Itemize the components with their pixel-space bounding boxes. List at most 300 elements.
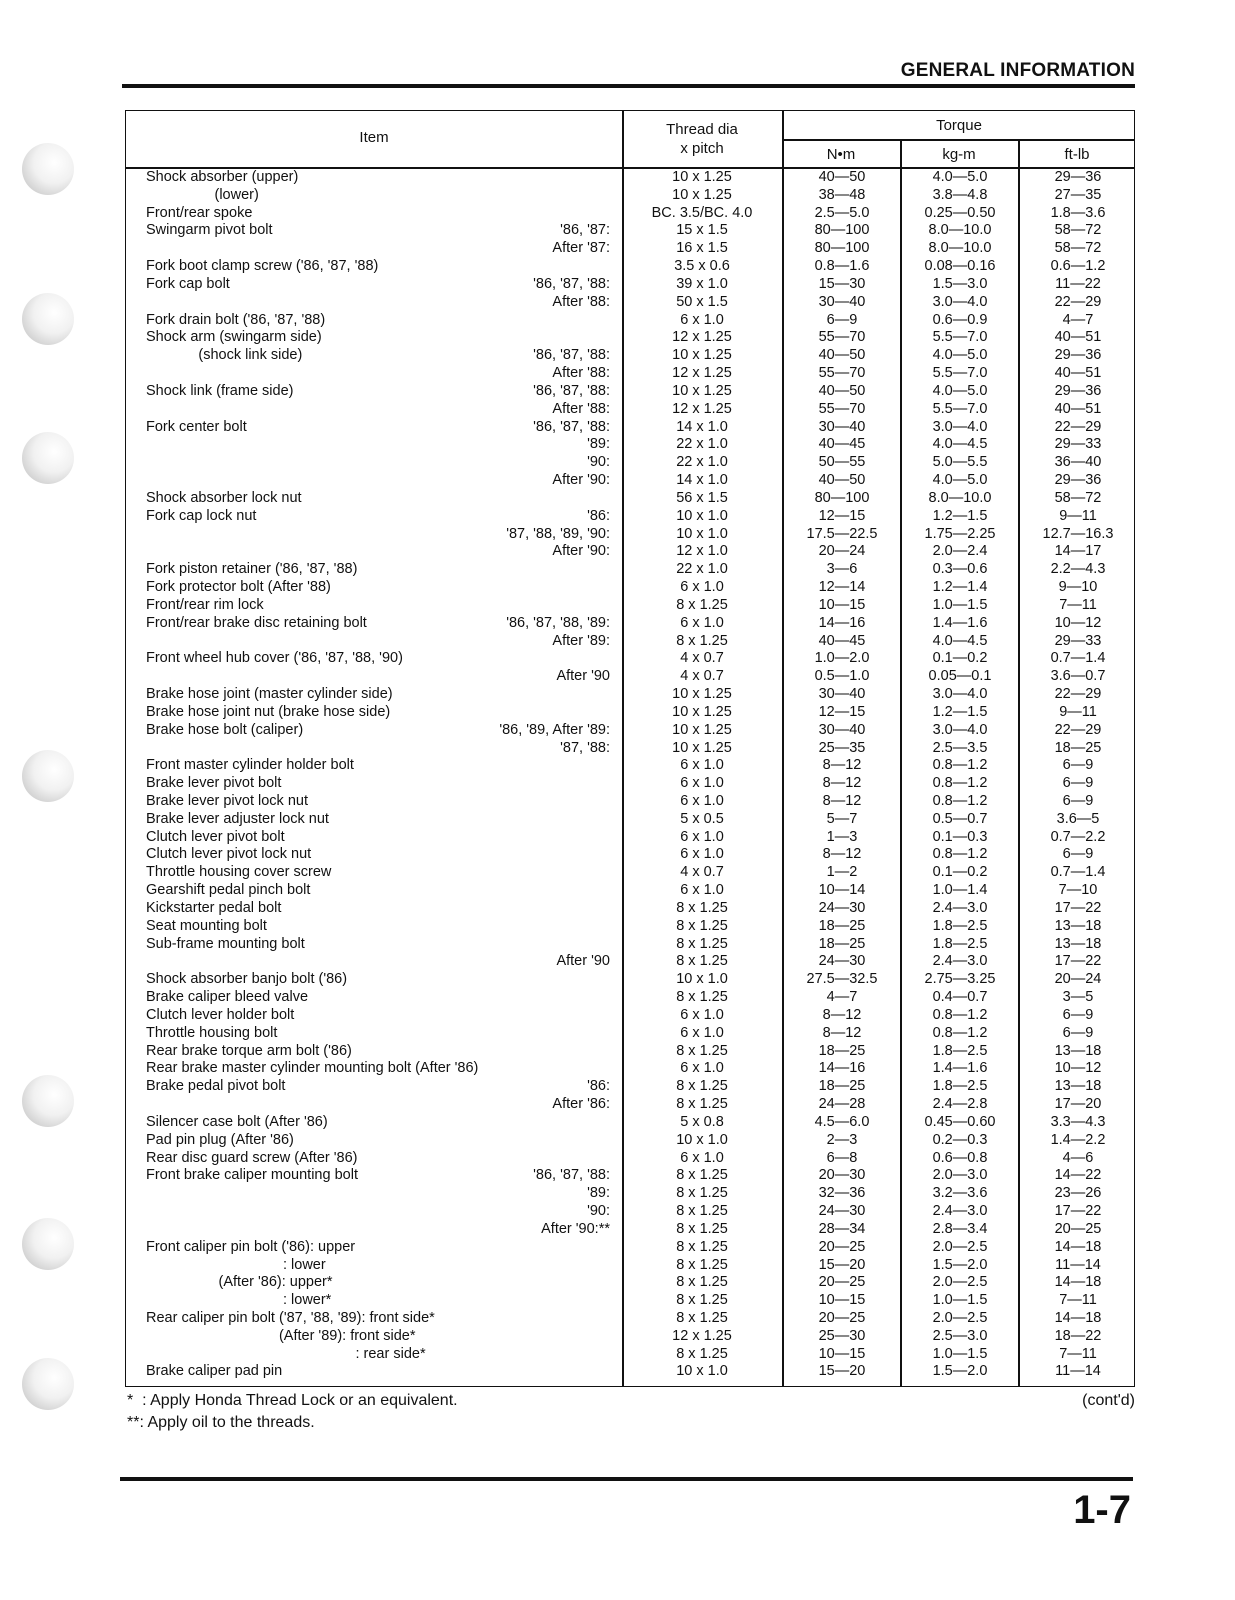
row-kgm: 0.1—0.3 <box>932 828 988 845</box>
binder-hole <box>22 1218 74 1270</box>
header-torque: Torque <box>936 117 982 134</box>
row-kgm: 2.5—3.5 <box>932 739 988 756</box>
row-item: Shock link (frame side) <box>146 382 294 399</box>
row-kgm: 1.2—1.5 <box>932 703 988 720</box>
row-item: Brake pedal pivot bolt <box>146 1078 286 1095</box>
table-row <box>126 1310 1134 1328</box>
row-item: : lower* <box>146 1292 332 1309</box>
row-ftlb: 4—7 <box>1062 311 1094 328</box>
row-nm: 20—25 <box>818 1274 866 1291</box>
row-kgm: 2.0—2.5 <box>932 1310 988 1326</box>
row-nm: 20—25 <box>818 1238 866 1255</box>
row-nm: 30—40 <box>818 721 866 738</box>
table-row <box>126 1257 1134 1275</box>
table-row <box>126 1150 1134 1168</box>
row-thread: 22 x 1.0 <box>676 561 728 578</box>
row-nm: 10—15 <box>818 1292 866 1309</box>
row-ftlb: 29—36 <box>1054 382 1102 399</box>
row-year: '86, '89, After '89: <box>499 721 610 738</box>
table-row <box>126 953 1134 971</box>
table-row <box>126 401 1134 419</box>
row-year: After '90 <box>556 953 610 970</box>
row-kgm: 0.8—1.2 <box>932 1024 988 1041</box>
table-row <box>126 258 1134 276</box>
row-ftlb: 14—22 <box>1054 1167 1102 1184</box>
row-nm: 30—40 <box>818 293 866 310</box>
row-kgm: 3.8—4.8 <box>932 186 988 203</box>
table-row <box>126 472 1134 490</box>
row-ftlb: 0.7—1.4 <box>1050 650 1106 667</box>
row-ftlb: 13—18 <box>1054 1042 1102 1059</box>
row-thread: 8 x 1.25 <box>676 1042 728 1059</box>
row-kgm: 5.5—7.0 <box>932 329 988 346</box>
row-nm: 40—50 <box>818 382 866 399</box>
table-row <box>126 1007 1134 1025</box>
row-nm: 30—40 <box>818 686 866 703</box>
row-thread: 8 x 1.25 <box>676 1345 728 1362</box>
row-kgm: 1.8—2.5 <box>932 1078 988 1095</box>
row-kgm: 0.6—0.9 <box>932 311 988 328</box>
row-thread: 8 x 1.25 <box>676 1078 728 1095</box>
row-kgm: 1.2—1.4 <box>932 579 988 596</box>
row-ftlb: 11—14 <box>1055 1363 1101 1380</box>
row-year: '86, '87, '88: <box>533 347 610 364</box>
row-year: '89: <box>587 436 610 453</box>
row-thread: 8 x 1.25 <box>676 1185 728 1202</box>
row-kgm: 2.4—2.8 <box>932 1096 988 1113</box>
row-ftlb: 10—12 <box>1054 614 1102 631</box>
row-nm: 8—12 <box>822 1024 862 1041</box>
row-kgm: 2.75—3.25 <box>924 971 996 988</box>
row-nm: 12—14 <box>818 579 866 596</box>
row-item: Gearshift pedal pinch bolt <box>146 882 311 899</box>
row-ftlb: 17—22 <box>1054 953 1102 970</box>
row-year: After '90: <box>552 472 610 489</box>
row-thread: 4 x 0.7 <box>680 668 724 685</box>
row-ftlb: 2.2—4.3 <box>1050 561 1106 578</box>
row-item: Silencer case bolt (After '86) <box>146 1113 328 1130</box>
row-nm: 18—25 <box>818 917 866 934</box>
row-nm: 55—70 <box>818 329 866 346</box>
row-year: '90: <box>587 454 610 471</box>
row-thread: 12 x 1.25 <box>672 329 732 346</box>
row-thread: 14 x 1.0 <box>676 472 728 489</box>
table-row <box>126 312 1134 330</box>
continued-label: (cont'd) <box>1082 1392 1135 1409</box>
row-ftlb: 7—11 <box>1059 1345 1097 1362</box>
row-nm: 0.8—1.6 <box>814 258 870 275</box>
row-kgm: 2.0—3.0 <box>932 1167 988 1184</box>
row-thread: 6 x 1.0 <box>680 311 724 328</box>
row-ftlb: 6—9 <box>1062 775 1094 792</box>
table-row <box>126 864 1134 882</box>
row-ftlb: 14—17 <box>1054 543 1102 560</box>
row-ftlb: 9—11 <box>1059 507 1097 524</box>
row-kgm: 0.2—0.3 <box>932 1131 988 1148</box>
row-item: Brake hose joint nut (brake hose side) <box>146 703 391 720</box>
row-thread: 10 x 1.25 <box>672 703 732 720</box>
row-nm: 12—15 <box>818 507 866 524</box>
table-row <box>126 543 1134 561</box>
row-kgm: 5.0—5.5 <box>932 454 988 471</box>
table-row <box>126 1096 1134 1114</box>
row-item: Clutch lever holder bolt <box>146 1006 295 1023</box>
row-nm: 1.0—2.0 <box>814 650 870 667</box>
row-nm: 40—50 <box>818 347 866 364</box>
binder-hole <box>22 293 74 345</box>
row-nm: 24—30 <box>818 953 866 970</box>
row-ftlb: 18—25 <box>1054 739 1102 756</box>
row-item: : rear side* <box>146 1345 426 1362</box>
row-thread: 10 x 1.0 <box>676 971 728 988</box>
row-nm: 24—30 <box>818 899 866 916</box>
row-thread: 12 x 1.25 <box>672 365 732 382</box>
row-item: Brake lever pivot bolt <box>146 775 282 792</box>
row-nm: 10—14 <box>818 882 866 899</box>
binder-hole <box>22 1358 74 1410</box>
row-kgm: 3.2—3.6 <box>932 1185 988 1202</box>
row-item: Rear brake torque arm bolt ('86) <box>146 1042 352 1059</box>
table-row <box>126 436 1134 454</box>
row-item: Fork cap lock nut <box>146 507 257 524</box>
row-nm: 3—6 <box>826 561 858 578</box>
table-row <box>126 240 1134 258</box>
row-item: Fork center bolt <box>146 418 247 435</box>
row-thread: 10 x 1.25 <box>672 186 732 203</box>
row-year: '90: <box>587 1203 610 1220</box>
table-row <box>126 1221 1134 1239</box>
row-year: '86, '87: <box>560 222 610 239</box>
row-item: Brake caliper bleed valve <box>146 989 309 1006</box>
table-row <box>126 775 1134 793</box>
row-nm: 38—48 <box>818 186 866 203</box>
row-kgm: 0.25—0.50 <box>924 204 996 221</box>
row-nm: 30—40 <box>818 418 866 435</box>
row-ftlb: 22—29 <box>1054 418 1102 435</box>
row-ftlb: 40—51 <box>1054 365 1102 382</box>
row-thread: 8 x 1.25 <box>676 1220 728 1237</box>
row-item: Rear disc guard screw (After '86) <box>146 1149 358 1166</box>
row-ftlb: 14—18 <box>1054 1238 1102 1255</box>
row-nm: 18—25 <box>818 935 866 952</box>
row-nm: 40—50 <box>818 169 866 185</box>
row-kgm: 0.8—1.2 <box>932 1006 988 1023</box>
table-row <box>126 222 1134 240</box>
row-kgm: 2.8—3.4 <box>932 1220 988 1237</box>
row-thread: 8 x 1.25 <box>676 935 728 952</box>
torque-table <box>125 110 1135 1387</box>
table-row <box>126 829 1134 847</box>
row-kgm: 0.8—1.2 <box>932 757 988 774</box>
row-kgm: 1.5—2.0 <box>932 1256 988 1273</box>
header-thread-line1: Thread dia <box>666 121 738 138</box>
row-thread: 12 x 1.25 <box>672 1327 732 1344</box>
section-title: GENERAL INFORMATION <box>900 60 1135 81</box>
table-row <box>126 1060 1134 1078</box>
table-row <box>126 793 1134 811</box>
row-nm: 40—45 <box>818 436 866 453</box>
row-year: '86, '87, '88, '89: <box>506 614 610 631</box>
row-item: Seat mounting bolt <box>146 917 267 934</box>
row-year: '87, '88: <box>560 739 610 756</box>
row-year: After '87: <box>552 240 610 257</box>
row-ftlb: 13—18 <box>1054 935 1102 952</box>
row-thread: 6 x 1.0 <box>680 828 724 845</box>
row-kgm: 0.45—0.60 <box>924 1113 996 1130</box>
row-ftlb: 6—9 <box>1062 846 1094 863</box>
header-item: Item <box>359 129 389 146</box>
table-row <box>126 383 1134 401</box>
row-ftlb: 29—36 <box>1054 169 1102 185</box>
row-ftlb: 58—72 <box>1054 489 1102 506</box>
table-row <box>126 811 1134 829</box>
table-row <box>126 508 1134 526</box>
row-ftlb: 18—22 <box>1054 1327 1102 1344</box>
row-item: Brake hose joint (master cylinder side) <box>146 686 393 703</box>
row-item: Front wheel hub cover ('86, '87, '88, '90) <box>146 650 403 667</box>
row-nm: 14—16 <box>818 614 866 631</box>
row-kgm: 0.5—0.7 <box>932 810 988 827</box>
row-item: Brake caliper pad pin <box>146 1363 283 1380</box>
row-item: Clutch lever pivot lock nut <box>146 846 312 863</box>
row-kgm: 0.08—0.16 <box>924 258 996 275</box>
row-kgm: 8.0—10.0 <box>928 222 992 239</box>
row-kgm: 1.75—2.25 <box>924 525 996 542</box>
table-row <box>126 722 1134 740</box>
table-row <box>126 205 1134 223</box>
row-item: Brake hose bolt (caliper) <box>146 721 304 738</box>
row-kgm: 2.0—2.5 <box>932 1274 988 1291</box>
row-item: Fork cap bolt <box>146 275 230 292</box>
row-item: Front/rear rim lock <box>146 596 264 613</box>
row-nm: 1—3 <box>826 828 858 845</box>
table-row <box>126 1025 1134 1043</box>
row-ftlb: 22—29 <box>1054 721 1102 738</box>
row-year: After '90: <box>552 543 610 560</box>
row-item: Throttle housing cover screw <box>146 864 332 881</box>
row-ftlb: 6—9 <box>1062 1024 1094 1041</box>
table-row <box>126 1185 1134 1203</box>
row-thread: 10 x 1.0 <box>676 507 728 524</box>
table-row <box>126 329 1134 347</box>
row-thread: 6 x 1.0 <box>680 792 724 809</box>
row-ftlb: 7—11 <box>1059 1292 1097 1309</box>
table-row <box>126 1203 1134 1221</box>
row-year: '87, '88, '89, '90: <box>506 525 610 542</box>
row-item: (lower) <box>146 186 259 203</box>
table-body <box>126 169 1134 1381</box>
table-row <box>126 579 1134 597</box>
row-kgm: 8.0—10.0 <box>928 240 992 257</box>
row-ftlb: 40—51 <box>1054 400 1102 417</box>
row-ftlb: 29—33 <box>1054 436 1102 453</box>
row-thread: 10 x 1.0 <box>676 525 728 542</box>
row-kgm: 0.3—0.6 <box>932 561 988 578</box>
table-row <box>126 918 1134 936</box>
row-kgm: 4.0—5.0 <box>932 169 988 185</box>
row-nm: 15—20 <box>818 1256 866 1273</box>
table-row <box>126 490 1134 508</box>
row-nm: 20—24 <box>818 543 866 560</box>
row-kgm: 4.0—5.0 <box>932 472 988 489</box>
row-item: Front caliper pin bolt ('86): upper <box>146 1238 356 1255</box>
table-row <box>126 1239 1134 1257</box>
row-ftlb: 11—22 <box>1055 275 1101 292</box>
row-thread: 8 x 1.25 <box>676 989 728 1006</box>
table-row <box>126 347 1134 365</box>
row-thread: 12 x 1.25 <box>672 400 732 417</box>
row-ftlb: 40—51 <box>1054 329 1102 346</box>
row-item: (After '86): upper* <box>146 1274 333 1291</box>
row-kgm: 3.0—4.0 <box>932 418 988 435</box>
row-item: Throttle housing bolt <box>146 1024 278 1041</box>
row-kgm: 2.4—3.0 <box>932 953 988 970</box>
row-item: Fork boot clamp screw ('86, '87, '88) <box>146 258 379 275</box>
row-item: Brake lever adjuster lock nut <box>146 810 329 827</box>
row-nm: 80—100 <box>814 240 870 257</box>
row-kgm: 3.0—4.0 <box>932 686 988 703</box>
row-kgm: 4.0—5.0 <box>932 382 988 399</box>
torque-header-divider <box>782 139 1134 141</box>
row-nm: 24—28 <box>818 1096 866 1113</box>
table-row <box>126 365 1134 383</box>
row-year: '86: <box>587 1078 610 1095</box>
row-thread: 10 x 1.0 <box>676 1131 728 1148</box>
row-nm: 6—9 <box>826 311 858 328</box>
table-row <box>126 597 1134 615</box>
row-thread: 4 x 0.7 <box>680 864 724 881</box>
table-row <box>126 615 1134 633</box>
row-nm: 18—25 <box>818 1042 866 1059</box>
row-item: Fork piston retainer ('86, '87, '88) <box>146 561 358 578</box>
table-row <box>126 686 1134 704</box>
row-item: Front brake caliper mounting bolt <box>146 1167 358 1184</box>
row-thread: 8 x 1.25 <box>676 1238 728 1255</box>
table-row <box>126 294 1134 312</box>
row-thread: 8 x 1.25 <box>676 953 728 970</box>
row-ftlb: 9—11 <box>1059 703 1097 720</box>
row-ftlb: 23—26 <box>1054 1185 1102 1202</box>
row-year: '86, '87, '88: <box>533 382 610 399</box>
row-thread: 10 x 1.25 <box>672 347 732 364</box>
footer-rule <box>120 1477 1133 1481</box>
row-year: After '90:** <box>541 1220 610 1237</box>
header-ftlb: ft-lb <box>1064 146 1090 163</box>
row-nm: 12—15 <box>818 703 866 720</box>
row-ftlb: 3.3—4.3 <box>1050 1113 1106 1130</box>
table-row <box>126 1114 1134 1132</box>
row-nm: 25—35 <box>818 739 866 756</box>
row-thread: 8 x 1.25 <box>676 596 728 613</box>
row-nm: 17.5—22.5 <box>806 525 878 542</box>
row-ftlb: 6—9 <box>1062 1006 1094 1023</box>
row-ftlb: 3—5 <box>1062 989 1094 1006</box>
row-year: After '89: <box>552 632 610 649</box>
row-thread: 8 x 1.25 <box>676 1256 728 1273</box>
header-thread-line2: x pitch <box>680 140 724 157</box>
row-kgm: 1.5—3.0 <box>932 275 988 292</box>
row-thread: 8 x 1.25 <box>676 1310 728 1326</box>
row-thread: 6 x 1.0 <box>680 1149 724 1166</box>
row-ftlb: 3.6—5 <box>1056 810 1100 827</box>
row-item: Clutch lever pivot bolt <box>146 828 285 845</box>
row-thread: 5 x 0.8 <box>680 1113 724 1130</box>
row-thread: 56 x 1.5 <box>676 489 728 506</box>
row-kgm: 5.5—7.0 <box>932 400 988 417</box>
row-kgm: 3.0—4.0 <box>932 721 988 738</box>
row-year: '86, '87, '88: <box>533 1167 610 1184</box>
page-number: 1-7 <box>1073 1488 1131 1532</box>
row-year: '86, '87, '88: <box>533 418 610 435</box>
row-nm: 50—55 <box>818 454 866 471</box>
row-kgm: 2.0—2.5 <box>932 1238 988 1255</box>
table-row <box>126 1346 1134 1364</box>
table-row <box>126 1363 1134 1381</box>
header-rule <box>122 84 1135 88</box>
table-row <box>126 187 1134 205</box>
row-nm: 0.5—1.0 <box>814 668 870 685</box>
table-row <box>126 1043 1134 1061</box>
row-item: Rear caliper pin bolt ('87, '88, '89): front side* <box>146 1310 435 1326</box>
row-nm: 15—30 <box>818 275 866 292</box>
row-ftlb: 58—72 <box>1054 222 1102 239</box>
row-ftlb: 1.4—2.2 <box>1050 1131 1106 1148</box>
row-nm: 2.5—5.0 <box>814 204 870 221</box>
row-item: Pad pin plug (After '86) <box>146 1131 294 1148</box>
row-thread: 50 x 1.5 <box>676 293 728 310</box>
row-kgm: 2.0—2.4 <box>932 543 988 560</box>
row-thread: 12 x 1.0 <box>676 543 728 560</box>
row-kgm: 2.4—3.0 <box>932 899 988 916</box>
row-kgm: 0.1—0.2 <box>932 864 988 881</box>
row-ftlb: 0.7—2.2 <box>1050 828 1106 845</box>
row-ftlb: 11—14 <box>1055 1256 1101 1273</box>
row-ftlb: 12.7—16.3 <box>1042 525 1114 542</box>
table-row <box>126 971 1134 989</box>
row-kgm: 1.0—1.5 <box>932 1292 988 1309</box>
row-thread: 6 x 1.0 <box>680 1024 724 1041</box>
row-thread: 10 x 1.25 <box>672 382 732 399</box>
row-ftlb: 20—24 <box>1054 971 1102 988</box>
row-nm: 55—70 <box>818 365 866 382</box>
row-nm: 25—30 <box>818 1327 866 1344</box>
row-thread: 22 x 1.0 <box>676 436 728 453</box>
row-ftlb: 6—9 <box>1062 757 1094 774</box>
row-year: '86, '87, '88: <box>533 275 610 292</box>
row-item: Front master cylinder holder bolt <box>146 757 354 774</box>
row-ftlb: 6—9 <box>1062 792 1094 809</box>
row-thread: 8 x 1.25 <box>676 1274 728 1291</box>
row-nm: 18—25 <box>818 1078 866 1095</box>
table-row <box>126 740 1134 758</box>
table-row <box>126 989 1134 1007</box>
table-row <box>126 757 1134 775</box>
row-thread: 6 x 1.0 <box>680 846 724 863</box>
row-nm: 20—25 <box>818 1310 866 1326</box>
row-ftlb: 7—11 <box>1059 596 1097 613</box>
row-nm: 4—7 <box>826 989 858 1006</box>
row-item: Shock absorber (upper) <box>146 169 299 185</box>
row-kgm: 1.8—2.5 <box>932 1042 988 1059</box>
header-kgm: kg-m <box>942 146 976 163</box>
table-row <box>126 561 1134 579</box>
table-row <box>126 936 1134 954</box>
row-year: '89: <box>587 1185 610 1202</box>
row-thread: 6 x 1.0 <box>680 1060 724 1077</box>
row-thread: 39 x 1.0 <box>676 275 728 292</box>
row-nm: 55—70 <box>818 400 866 417</box>
row-thread: 6 x 1.0 <box>680 579 724 596</box>
